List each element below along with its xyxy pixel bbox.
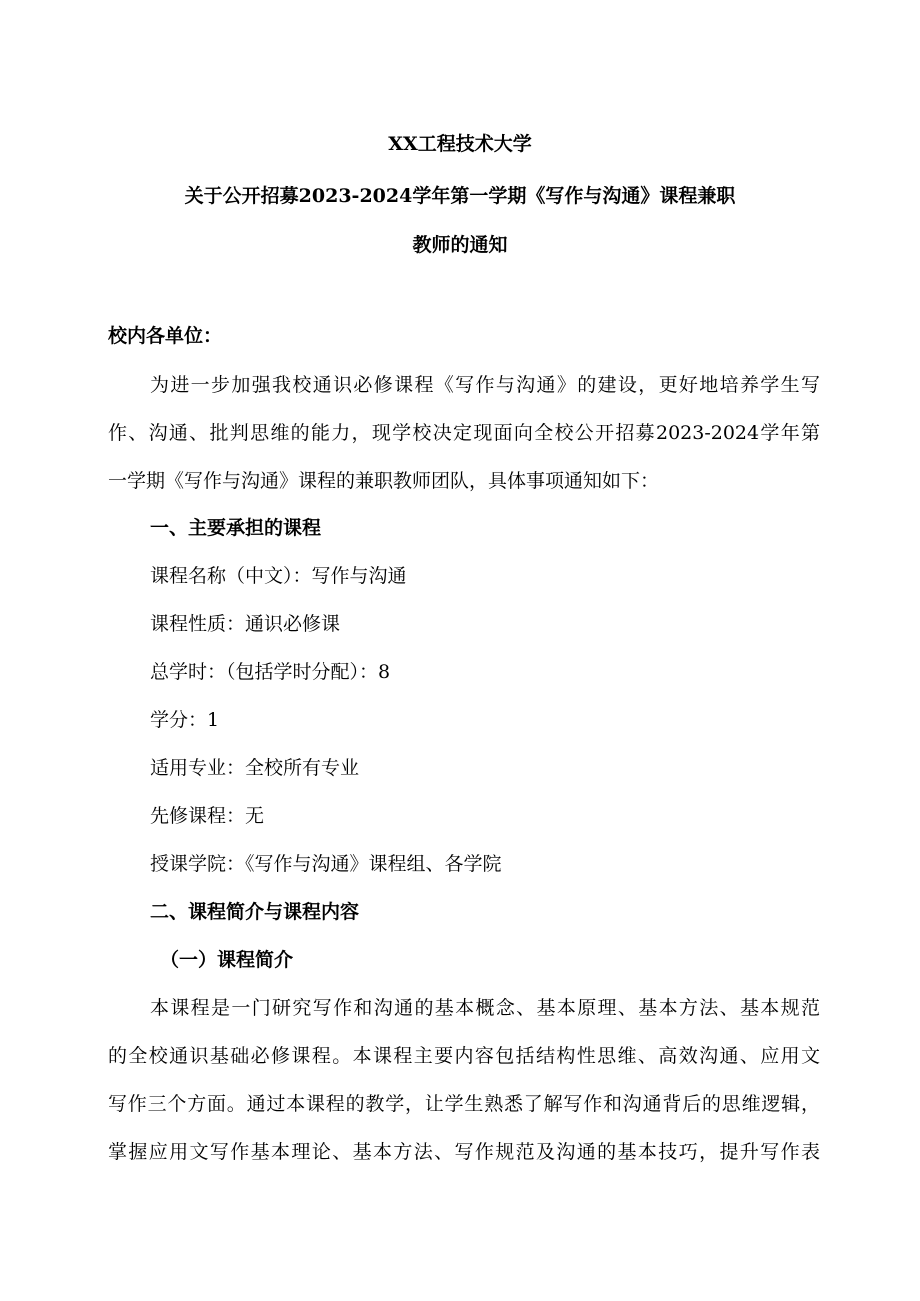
course-college: 授课学院：《写作与沟通》课程组、各学院 <box>150 853 502 875</box>
notice-title-line2: 教师的通知 <box>412 234 508 256</box>
course-name: 课程名称（中文）：写作与沟通 <box>150 565 407 587</box>
section2-heading: 二、课程简介与课程内容 <box>150 901 360 923</box>
salutation: 校内各单位： <box>108 325 223 347</box>
course-credits: 学分：1 <box>150 709 220 731</box>
intro-para-line-3: 写作三个方面。通过本课程的教学，让学生熟悉了解写作和沟通背后的思维逻辑， <box>108 1093 820 1115</box>
notice-title-line1: 关于公开招募2023-2024学年第一学期《写作与沟通》课程兼职 <box>184 185 736 207</box>
intro-para-line-2: 的全校通识基础必修课程。本课程主要内容包括结构性思维、高效沟通、应用文 <box>108 1045 820 1067</box>
intro-line-2: 作、沟通、批判思维的能力，现学校决定现面向全校公开招募2023-2024学年第 <box>108 422 820 444</box>
intro-para-line-4: 掌握应用文写作基本理论、基本方法、写作规范及沟通的基本技巧，提升写作表 <box>108 1141 820 1163</box>
section2-subheading: （一）课程简介 <box>160 949 294 971</box>
intro-line-3: 一学期《写作与沟通》课程的兼职教师团队，具体事项通知如下： <box>108 470 660 492</box>
intro-line-1: 为进一步加强我校通识必修课程《写作与沟通》的建设，更好地培养学生写 <box>150 374 820 396</box>
intro-para-line-1: 本课程是一门研究写作和沟通的基本概念、基本原理、基本方法、基本规范 <box>150 997 820 1019</box>
course-prerequisite: 先修课程：无 <box>150 805 265 827</box>
section1-heading: 一、主要承担的课程 <box>150 517 322 539</box>
course-hours: 总学时：（包括学时分配）：8 <box>150 661 391 683</box>
org-title: XX工程技术大学 <box>388 133 532 155</box>
course-nature: 课程性质：通识必修课 <box>150 613 341 635</box>
course-majors: 适用专业：全校所有专业 <box>150 757 360 779</box>
